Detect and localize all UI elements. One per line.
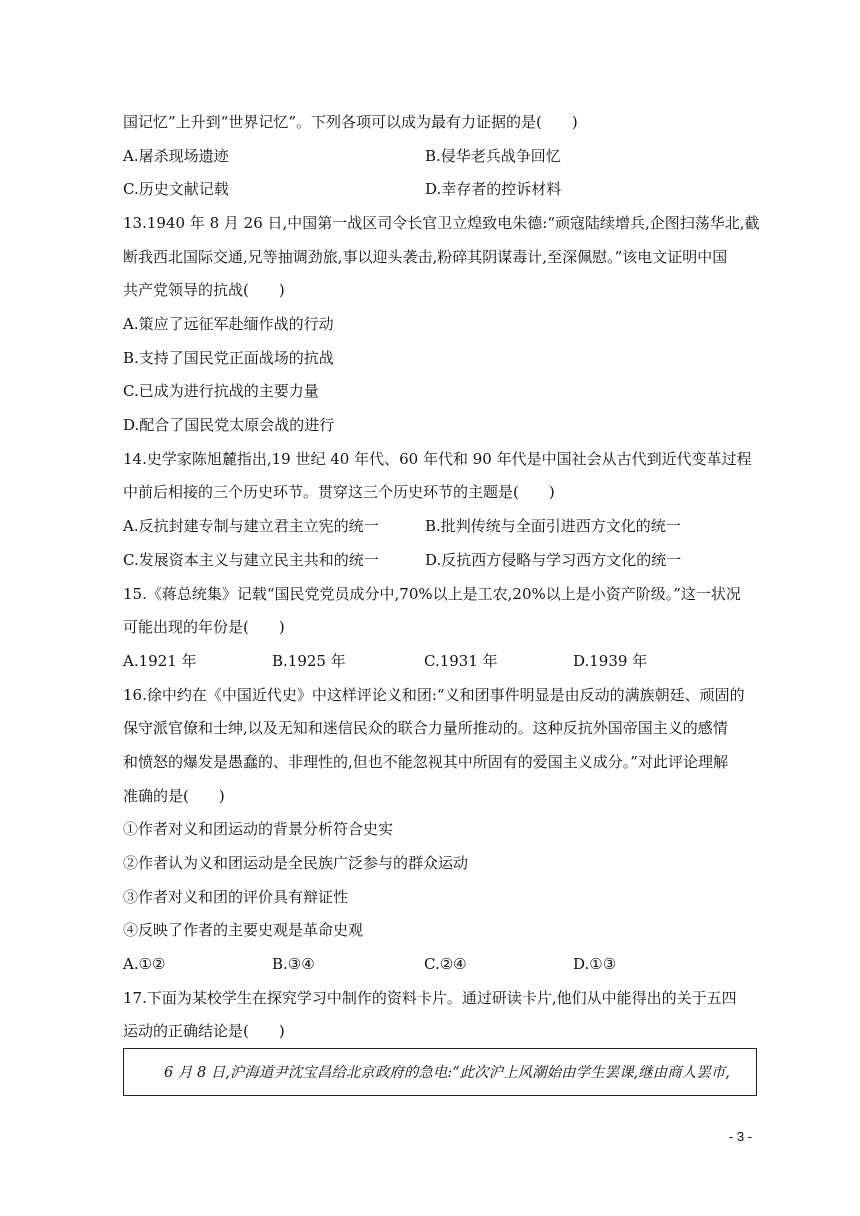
q16-option-a: A.①② — [123, 955, 166, 973]
q14-stem-line-1: 14.史学家陈旭麓指出,19 世纪 40 年代、60 年代和 90 年代是中国社会从古代到近代变革过程 — [123, 450, 752, 468]
q13-stem-line-3: 共产党领导的抗战( ) — [123, 281, 285, 299]
material-card-text: 6 月 8 日,沪海道尹沈宝昌给北京政府的急电:“此次沪上风潮始由学生罢课,继由商人罢市, — [164, 1065, 730, 1081]
q15-option-c: C.1931 年 — [424, 652, 498, 670]
q14-option-c: C.发展资本主义与建立民主共和的统一 — [123, 551, 379, 569]
q13-option-d: D.配合了国民党太原会战的进行 — [123, 416, 335, 434]
q12-option-b: B.侵华老兵战争回忆 — [425, 147, 561, 165]
q16-item-4: ④反映了作者的主要史观是革命史观 — [123, 921, 364, 939]
q15-option-a: A.1921 年 — [123, 652, 197, 670]
q16-stem-line-4: 准确的是( ) — [123, 787, 225, 805]
q13-stem-line-2: 断我西北国际交通,兄等抽调劲旅,事以迎头袭击,粉碎其阴谋毒计,至深佩慰。”该电文证明中国 — [123, 248, 728, 266]
q16-item-2: ②作者认为义和团运动是全民族广泛参与的群众运动 — [123, 854, 469, 872]
q13-option-b: B.支持了国民党正面战场的抗战 — [123, 349, 334, 367]
q17-stem-line-2: 运动的正确结论是( ) — [123, 1022, 285, 1040]
q15-stem-line-1: 15.《蒋总统集》记载“国民党党员成分中,70%以上是工农,20%以上是小资产阶级。”这一状况 — [123, 585, 741, 603]
q15-option-b: B.1925 年 — [272, 652, 346, 670]
q14-option-d: D.反抗西方侵略与学习西方文化的统一 — [425, 551, 682, 569]
q14-stem-line-2: 中前后相接的三个历史环节。贯穿这三个历史环节的主题是( ) — [123, 483, 555, 501]
page-number: - 3 - — [728, 1129, 752, 1144]
q16-option-c: C.②④ — [424, 955, 467, 973]
q16-item-1: ①作者对义和团运动的背景分析符合史实 — [123, 820, 394, 838]
material-card — [123, 1048, 757, 1096]
q17-stem-line-1: 17.下面为某校学生在探究学习中制作的资料卡片。通过研读卡片,他们从中能得出的关于五四 — [123, 989, 737, 1007]
q16-stem-line-3: 和愤怒的爆发是愚蠢的、非理性的,但也不能忽视其中所固有的爱国主义成分。”对此评论理解 — [123, 753, 728, 771]
q13-stem-line-1: 13.1940 年 8 月 26 日,中国第一战区司令长官卫立煌致电朱德:“顽寇陆续增兵,企图扫荡华北,截 — [123, 214, 760, 232]
q13-option-c: C.已成为进行抗战的主要力量 — [123, 382, 319, 400]
q12-option-c: C.历史文献记载 — [123, 180, 229, 198]
q12-option-a: A.屠杀现场遗迹 — [123, 147, 229, 165]
q16-stem-line-1: 16.徐中约在《中国近代史》中这样评论义和团:“义和团事件明显是由反动的满族朝廷、顽固的 — [123, 686, 745, 704]
q15-stem-line-2: 可能出现的年份是( ) — [123, 618, 285, 636]
q12-stem-continued: 国记忆”上升到“世界记忆”。下列各项可以成为最有力证据的是( ) — [123, 113, 578, 131]
q16-option-d: D.①③ — [573, 955, 617, 973]
q15-option-d: D.1939 年 — [573, 652, 648, 670]
q14-option-b: B.批判传统与全面引进西方文化的统一 — [425, 517, 681, 535]
q13-option-a: A.策应了远征军赴缅作战的行动 — [123, 315, 334, 333]
q14-option-a: A.反抗封建专制与建立君主立宪的统一 — [123, 517, 379, 535]
q12-option-d: D.幸存者的控诉材料 — [425, 180, 562, 198]
q16-item-3: ③作者对义和团的评价具有辩证性 — [123, 888, 349, 906]
q16-option-b: B.③④ — [272, 955, 315, 973]
q16-stem-line-2: 保守派官僚和士绅,以及无知和迷信民众的联合力量所推动的。这种反抗外国帝国主义的感情 — [123, 719, 728, 737]
